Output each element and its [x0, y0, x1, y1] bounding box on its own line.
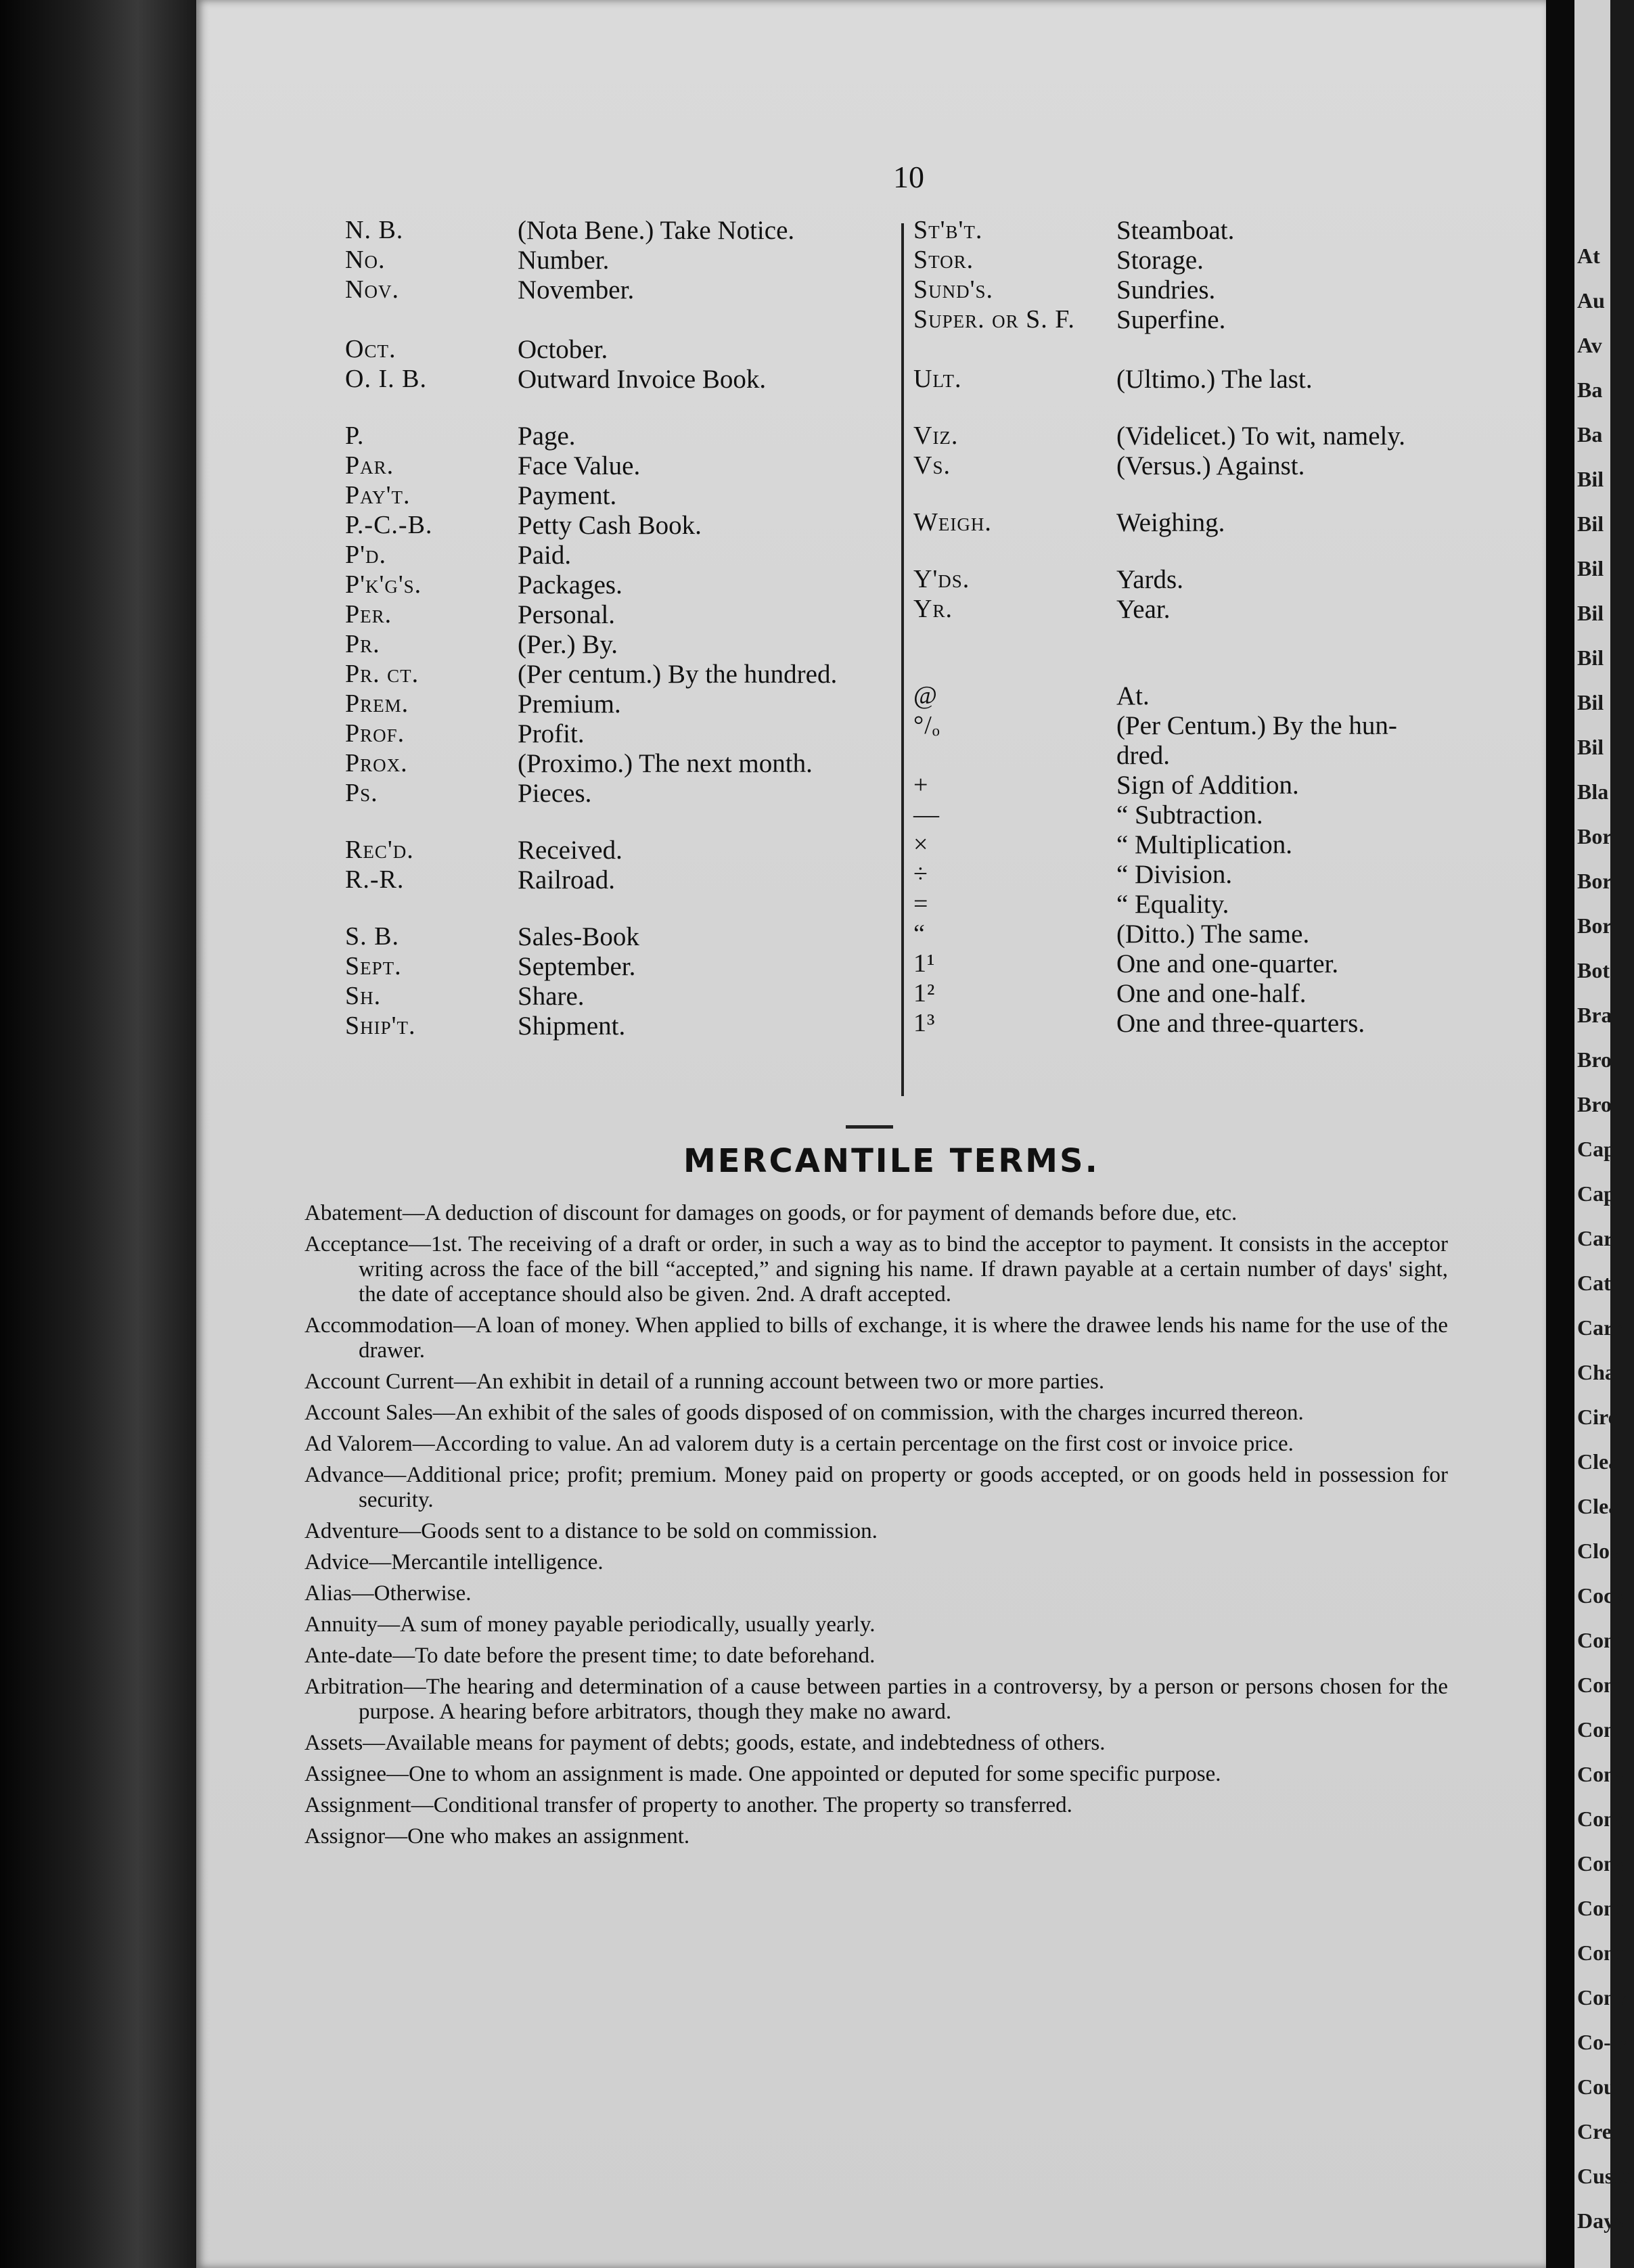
abbreviation-meaning: (Versus.) Against. [1116, 451, 1305, 480]
abbreviation: Pay't. [345, 481, 411, 509]
abbreviation-meaning: One and three-quarters. [1116, 1009, 1365, 1038]
abbreviation: @ [913, 681, 938, 710]
term-entry: Advice—Mercantile intelligence. [304, 1550, 604, 1574]
adjacent-page-fragment: Bla [1577, 779, 1609, 804]
abbreviation-meaning: November. [518, 275, 635, 304]
abbreviation: Ult. [913, 365, 962, 393]
adjacent-page-fragment: Bil [1577, 690, 1604, 715]
adjacent-page-fragment: Cont [1577, 1896, 1623, 1920]
abbreviation: ÷ [913, 860, 928, 888]
adjacent-page-fragment: Bil [1577, 601, 1604, 625]
abbreviation: P.-C.-B. [345, 511, 433, 539]
abbreviation-meaning: (Per Centum.) By the hun- [1116, 711, 1397, 740]
abbreviation-meaning: (Ultimo.) The last. [1116, 365, 1313, 394]
abbreviation-meaning: Sundries. [1116, 275, 1216, 304]
abbreviation: Prox. [345, 749, 408, 777]
adjacent-page-fragment: Bra [1577, 1003, 1612, 1027]
adjacent-page-fragment: Au [1577, 288, 1605, 313]
adjacent-page-fragment: Bot [1577, 958, 1610, 982]
adjacent-page-fragment: Bor [1577, 869, 1612, 893]
abbreviation-meaning: Page. [518, 422, 576, 451]
section-title: MERCANTILE TERMS. [683, 1142, 1099, 1180]
abbreviation-meaning: Face Value. [518, 451, 641, 480]
abbreviation-meaning: (Nota Bene.) Take Notice. [518, 216, 795, 245]
adjacent-page-fragment: Bil [1577, 467, 1604, 491]
term-entry: Abatement—A deduction of discount for damages on goods, or for payment of demands before due, etc. [304, 1201, 1238, 1225]
abbreviation-meaning: Superfine. [1116, 305, 1226, 334]
adjacent-page-fragment: Clea [1577, 1494, 1620, 1518]
abbreviation-meaning: Sales-Book [518, 922, 639, 951]
adjacent-page-fragment: Conv [1577, 1985, 1627, 2010]
adjacent-page-fragment: At [1577, 244, 1600, 268]
adjacent-page-fragment: Credi [1577, 2119, 1630, 2144]
abbreviation: P. [345, 422, 365, 450]
abbreviation: Nov. [345, 275, 399, 304]
adjacent-page-fragment: Bor [1577, 824, 1612, 848]
term-entry: Advance—Additional price; profit; premium. Money paid on property or goods accepted, or on goods held in possession for security. [304, 1463, 1448, 1512]
abbreviation-meaning: Sign of Addition. [1116, 771, 1299, 800]
term-entry: Acceptance—1st. The receiving of a draft or order, in such a way as to bind the acceptor to payment. It consists in the acceptor writing across the face of the bill “accepted,” and signing his name. If drawn payable at a certain number of days' sight, the date of acceptance should also be given. 2nd. A draft accepted. [304, 1232, 1448, 1307]
abbreviation: Pr. ct. [345, 660, 419, 688]
term-entry: Arbitration—The hearing and determination of a cause between parties in a controversy, by a person or persons chosen for the purpose. A hearing before arbitrators, though they make no award. [304, 1675, 1448, 1724]
abbreviation: — [913, 800, 940, 829]
abbreviation: 1¹ [913, 949, 936, 978]
adjacent-page-fragment: Bil [1577, 645, 1604, 670]
abbreviation-meaning: Personal. [518, 600, 616, 629]
adjacent-page-fragment: Bor [1577, 913, 1612, 938]
abbreviation: Par. [345, 451, 394, 480]
adjacent-page-fragment: Ba [1577, 378, 1603, 402]
abbreviation: Sund's. [913, 275, 993, 304]
abbreviation: P'k'g's. [345, 570, 422, 599]
abbreviation: 1² [913, 979, 936, 1007]
abbreviation: = [913, 890, 929, 918]
abbreviation: St'b't. [913, 216, 983, 244]
adjacent-page-fragment: Cha [1577, 1360, 1616, 1384]
abbreviation-meaning: October. [518, 335, 608, 364]
adjacent-page-fragment: Custo [1577, 2164, 1632, 2188]
term-entry: Accommodation—A loan of money. When applied to bills of exchange, it is where the drawee lends his name for the use of the drawer. [304, 1313, 1448, 1363]
abbreviation-meaning: Outward Invoice Book. [518, 365, 767, 394]
abbreviation-meaning: Storage. [1116, 246, 1204, 275]
abbreviation-meaning: Premium. [518, 689, 621, 719]
abbreviation: Per. [345, 600, 392, 629]
abbreviation-meaning: Payment. [518, 481, 617, 510]
adjacent-page-fragment: Cock [1577, 1583, 1626, 1608]
adjacent-page-fragment: Cap [1577, 1181, 1616, 1206]
abbreviation-meaning: Railroad. [518, 865, 616, 894]
term-entry: Alias—Otherwise. [304, 1581, 472, 1606]
abbreviation-meaning: Packages. [518, 570, 622, 599]
adjacent-page-fragment: Bil [1577, 735, 1604, 759]
term-entry: Assets—Available means for payment of debts; goods, estate, and indebtedness of others. [304, 1731, 1106, 1755]
abbreviation: Stor. [913, 246, 974, 274]
abbreviation-meaning: Shipment. [518, 1012, 626, 1041]
term-entry: Ante-date—To date before the present time; to date beforehand. [304, 1643, 876, 1668]
adjacent-page-fragment: Cons [1577, 1762, 1625, 1786]
term-entry: Account Sales—An exhibit of the sales of goods disposed of on commission, with the charges incurred thereon. [304, 1401, 1304, 1425]
abbreviation: °/ₒ [913, 711, 940, 740]
abbreviation-meaning: (Per.) By. [518, 630, 618, 659]
term-entry: Assignment—Conditional transfer of property to another. The property so transferred. [304, 1793, 1072, 1817]
section-rule [846, 1125, 893, 1129]
adjacent-page-fragment: Av [1577, 333, 1602, 357]
abbreviation: Oct. [345, 335, 396, 363]
book-gutter [1546, 0, 1574, 2268]
adjacent-page-fragment: Clea [1577, 1449, 1620, 1474]
abbreviation: Prof. [345, 719, 405, 748]
abbreviation: × [913, 830, 929, 859]
term-entry: Ad Valorem—According to value. An ad valorem duty is a certain percentage on the first cost or invoice price. [304, 1432, 1294, 1456]
mercantile-terms-list [304, 1201, 1448, 1855]
abbreviation: R.-R. [345, 865, 405, 894]
abbreviation: Prem. [345, 689, 409, 718]
adjacent-page-fragment: Car [1577, 1226, 1614, 1250]
term-entry: Assignee—One to whom an assignment is made. One appointed or deputed for some specific purpose. [304, 1762, 1221, 1786]
adjacent-page-edge [1574, 0, 1634, 2268]
abbreviation: N. B. [345, 216, 404, 244]
abbreviation-meaning: “ Subtraction. [1116, 800, 1263, 830]
abbreviations-right-column [913, 0, 1543, 1150]
abbreviation: “ [913, 920, 926, 948]
abbreviation-meaning: “ Equality. [1116, 890, 1229, 919]
adjacent-page-fragment: Clos [1577, 1539, 1618, 1563]
abbreviation-meaning: Number. [518, 246, 610, 275]
abbreviation-meaning: Yards. [1116, 565, 1183, 594]
adjacent-page-fragment: Com [1577, 1717, 1622, 1742]
abbreviation: Weigh. [913, 508, 992, 537]
adjacent-page-fragment: Bil [1577, 512, 1604, 536]
abbreviation: Y'ds. [913, 565, 970, 593]
abbreviation-meaning: Pieces. [518, 779, 592, 808]
adjacent-page-fragment: Cont [1577, 1941, 1623, 1965]
abbreviation-meaning: Weighing. [1116, 508, 1225, 537]
abbreviation: Ps. [345, 779, 378, 807]
abbreviation: P'd. [345, 541, 386, 569]
adjacent-page-fragment: Bil [1577, 556, 1604, 581]
adjacent-page-fragment: Co-pa [1577, 2030, 1634, 2054]
abbreviation-meaning: “ Multiplication. [1116, 830, 1292, 859]
abbreviation-meaning: One and one-quarter. [1116, 949, 1339, 978]
abbreviation-meaning: (Proximo.) The next month. [518, 749, 813, 778]
abbreviation: Yr. [913, 595, 953, 623]
adjacent-page-fragment: Bro [1577, 1092, 1612, 1116]
abbreviation: Viz. [913, 422, 959, 450]
adjacent-page-fragment: Com [1577, 1628, 1622, 1652]
adjacent-page-fragment: Cap [1577, 1137, 1616, 1161]
abbreviation: Sept. [345, 952, 402, 980]
adjacent-page-fragment: Com [1577, 1673, 1622, 1697]
term-entry: Adventure—Goods sent to a distance to be sold on commission. [304, 1519, 878, 1543]
abbreviation-meaning: dred. [1116, 741, 1171, 770]
abbreviation: Ship't. [345, 1012, 416, 1040]
abbreviation-meaning: One and one-half. [1116, 979, 1307, 1008]
adjacent-page-fragment: Cons [1577, 1851, 1625, 1876]
abbreviation-meaning: (Videlicet.) To wit, namely. [1116, 422, 1406, 451]
abbreviation-meaning: “ Division. [1116, 860, 1233, 889]
adjacent-page-fragment: Bro [1577, 1047, 1612, 1072]
abbreviation: S. B. [345, 922, 399, 951]
adjacent-page-fragment: Carr [1577, 1315, 1623, 1340]
abbreviation: Vs. [913, 451, 951, 480]
abbreviation-meaning: Year. [1116, 595, 1171, 624]
abbreviation-meaning: Steamboat. [1116, 216, 1235, 245]
abbreviation: Pr. [345, 630, 380, 658]
abbreviation-meaning: Profit. [518, 719, 585, 748]
abbreviation: + [913, 771, 929, 799]
abbreviation-meaning: Share. [518, 982, 585, 1011]
scan-left-margin [0, 0, 196, 2268]
adjacent-page-fragment: Cons [1577, 1807, 1625, 1831]
abbreviation: O. I. B. [345, 365, 427, 393]
abbreviation: 1³ [913, 1009, 936, 1037]
adjacent-page-fragment: Circ [1577, 1405, 1618, 1429]
adjacent-page-fragment: Coun [1577, 2074, 1628, 2099]
adjacent-page-fragment: Ba [1577, 422, 1603, 447]
abbreviation-meaning: (Per centum.) By the hundred. [518, 660, 838, 689]
book-page [196, 0, 1546, 2268]
abbreviation-meaning: Received. [518, 836, 622, 865]
page-number: 10 [893, 160, 924, 194]
adjacent-page-fragment: Catt [1577, 1271, 1618, 1295]
abbreviation: Sh. [345, 982, 382, 1010]
abbreviation: Rec'd. [345, 836, 414, 864]
abbreviation-meaning: (Ditto.) The same. [1116, 920, 1310, 949]
abbreviation: Super. or S. F. [913, 305, 1075, 334]
abbreviation-meaning: Petty Cash Book. [518, 511, 702, 540]
abbreviation: No. [345, 246, 386, 274]
abbreviation-meaning: September. [518, 952, 636, 981]
adjacent-page-fragment: Days [1577, 2208, 1623, 2233]
term-entry: Assignor—One who makes an assignment. [304, 1824, 690, 1849]
abbreviation-meaning: At. [1116, 681, 1150, 710]
term-entry: Annuity—A sum of money payable periodically, usually yearly. [304, 1612, 876, 1637]
abbreviation-meaning: Paid. [518, 541, 572, 570]
term-entry: Account Current—An exhibit in detail of a running account between two or more parties. [304, 1369, 1105, 1394]
column-divider [901, 223, 904, 1096]
